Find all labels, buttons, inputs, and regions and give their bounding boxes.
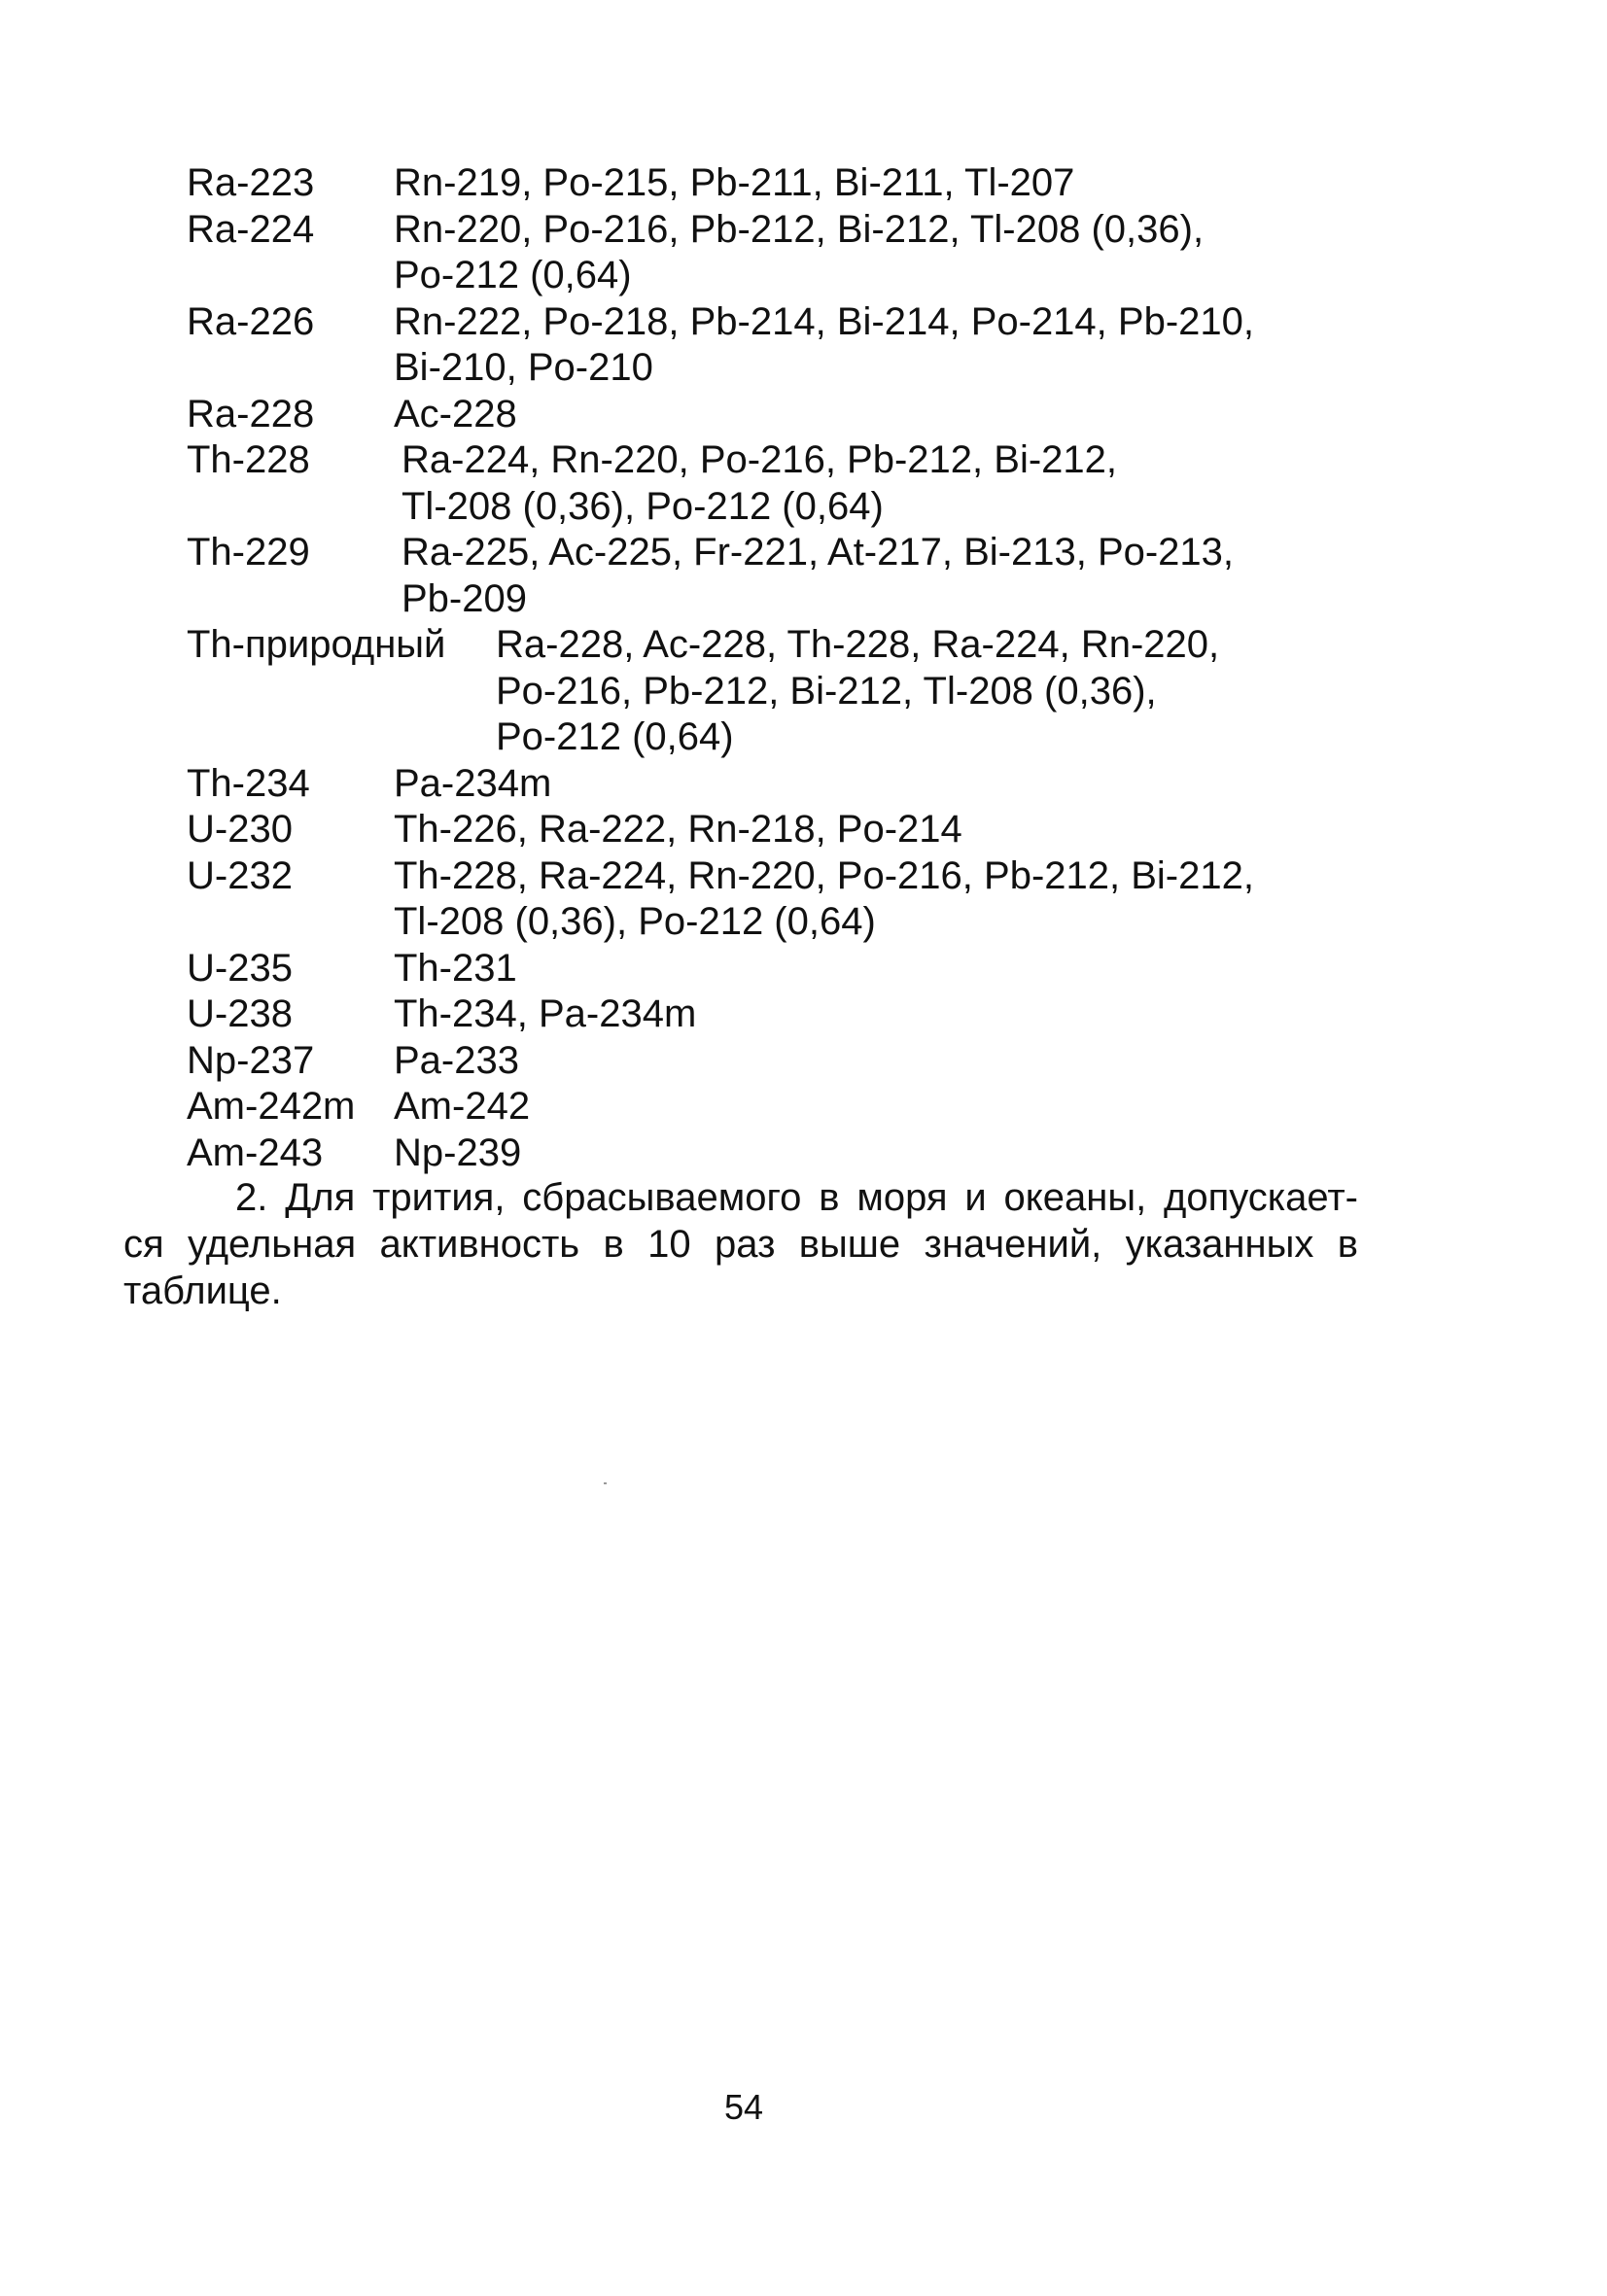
- table-row: [187, 392, 1353, 438]
- daughter-line: Th-226, Ra-222, Rn-218, Po-214: [394, 808, 962, 851]
- parent-nuclide: Ra-223: [187, 161, 315, 204]
- table-row: [187, 437, 1353, 530]
- daughter-nuclides: [394, 1131, 1353, 1177]
- daughter-line: Am-242: [394, 1085, 531, 1128]
- daughter-line: Po-212 (0,64): [496, 715, 734, 758]
- daughter-nuclides: [394, 853, 1353, 946]
- table-row: [187, 853, 1353, 946]
- daughter-line: Bi-210, Po-210: [394, 346, 653, 389]
- parent-nuclide: Th-228: [187, 438, 310, 481]
- daughter-nuclides: [394, 1084, 1353, 1131]
- parent-nuclide: U-232: [187, 853, 293, 897]
- footnote-line: 2. Для трития, сбрасываемого в моря и океаны, допускает-: [235, 1176, 1358, 1219]
- daughter-line: Pa-234m: [394, 761, 552, 805]
- page-number: 54: [723, 2087, 764, 2127]
- footnote-paragraph: [123, 1174, 1358, 1314]
- daughter-nuclides: [394, 160, 1353, 207]
- daughter-line: Rn-219, Po-215, Pb-211, Bi-211, Tl-207: [394, 161, 1075, 204]
- table-row: [187, 807, 1353, 853]
- nuclide-decay-table: [187, 160, 1353, 1176]
- table-row: [187, 1084, 1353, 1131]
- daughter-line: Po-212 (0,64): [394, 254, 632, 296]
- daughter-line: Rn-220, Po-216, Pb-212, Bi-212, Tl-208 (0,36),: [394, 207, 1205, 251]
- scan-speck: [604, 1482, 607, 1484]
- daughter-line: Ra-225, Ac-225, Fr-221, At-217, Bi-213, Po-213,: [402, 531, 1235, 574]
- daughter-line: Np-239: [394, 1131, 522, 1174]
- daughter-nuclides: [394, 207, 1353, 299]
- daughter-line: Tl-208 (0,36), Po-212 (0,64): [394, 900, 876, 943]
- parent-nuclide: Ra-226: [187, 299, 315, 343]
- table-row: [187, 991, 1353, 1038]
- daughter-line: Th-234, Pa-234m: [394, 992, 697, 1035]
- daughter-line: Th-231: [394, 946, 517, 990]
- parent-nuclide: Th-234: [187, 761, 310, 805]
- daughter-nuclides: [394, 807, 1353, 853]
- daughter-line: Ac-228: [394, 392, 517, 435]
- daughter-nuclides: [394, 392, 1353, 438]
- daughter-line: Rn-222, Po-218, Pb-214, Bi-214, Po-214, Pb-210,: [394, 299, 1254, 343]
- table-row: [187, 530, 1353, 622]
- daughter-nuclides: [394, 946, 1353, 992]
- table-row: [187, 1038, 1353, 1085]
- parent-nuclide: U-235: [187, 946, 293, 990]
- table-row: [187, 299, 1353, 392]
- daughter-line: Pb-209: [402, 576, 527, 620]
- daughter-nuclides: [394, 761, 1353, 808]
- parent-nuclide: Ra-228: [187, 392, 315, 435]
- daughter-nuclides: [394, 991, 1353, 1038]
- parent-nuclide: Ra-224: [187, 207, 315, 251]
- daughter-nuclides: [394, 1038, 1353, 1085]
- daughter-line: Ra-228, Ac-228, Th-228, Ra-224, Rn-220,: [496, 623, 1220, 666]
- parent-nuclide: U-230: [187, 808, 293, 851]
- table-row: [187, 207, 1353, 299]
- daughter-line: Po-216, Pb-212, Bi-212, Tl-208 (0,36),: [496, 669, 1157, 713]
- footnote-line: таблице.: [123, 1270, 282, 1312]
- parent-nuclide: Np-237: [187, 1038, 315, 1082]
- parent-nuclide: Th-природный: [187, 623, 446, 666]
- table-row: [187, 160, 1353, 207]
- daughter-nuclides: [394, 437, 1353, 530]
- parent-nuclide: Th-229: [187, 531, 310, 574]
- table-row: [187, 1131, 1353, 1177]
- footnote-line: ся удельная активность в 10 раз выше значений, указанных в: [123, 1223, 1358, 1266]
- daughter-nuclides: [394, 299, 1353, 392]
- table-row: [187, 946, 1353, 992]
- table-row: [187, 761, 1353, 808]
- daughter-line: Ra-224, Rn-220, Po-216, Pb-212, Bi-212,: [402, 438, 1117, 481]
- daughter-line: Pa-233: [394, 1038, 519, 1082]
- daughter-nuclides: [496, 622, 1353, 761]
- parent-nuclide: Am-243: [187, 1131, 324, 1174]
- daughter-nuclides: [394, 530, 1353, 622]
- daughter-line: Tl-208 (0,36), Po-212 (0,64): [402, 484, 884, 528]
- parent-nuclide: Am-242m: [187, 1085, 356, 1128]
- parent-nuclide: U-238: [187, 992, 293, 1035]
- daughter-line: Th-228, Ra-224, Rn-220, Po-216, Pb-212, Bi-212,: [394, 853, 1254, 897]
- table-row: [187, 622, 1353, 761]
